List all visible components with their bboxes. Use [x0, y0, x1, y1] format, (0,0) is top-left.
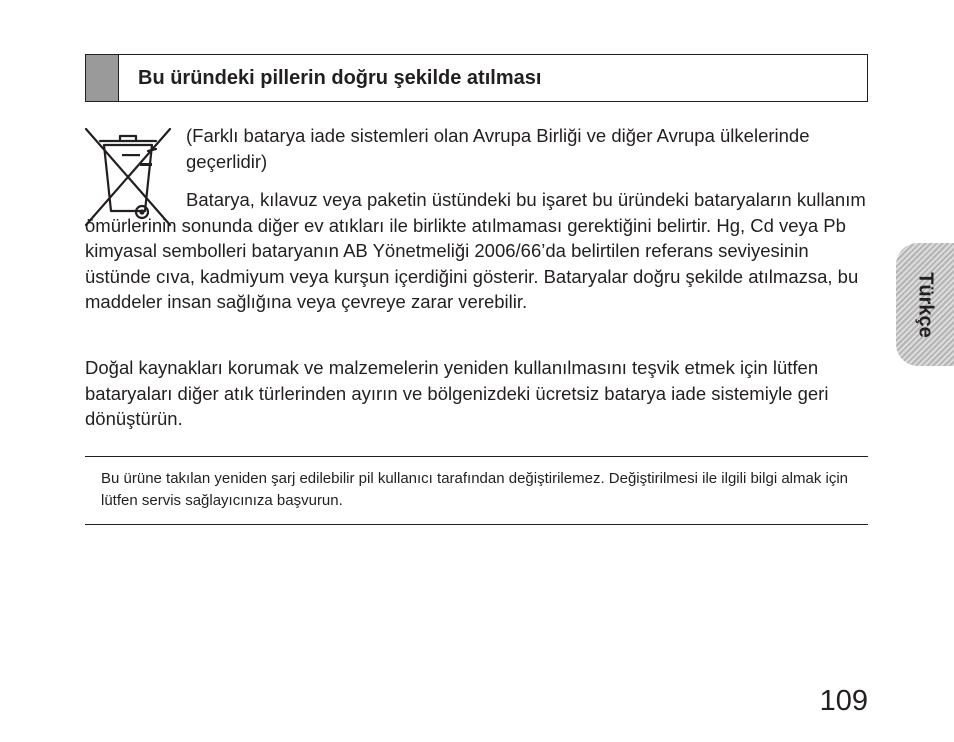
section-title: Bu üründeki pillerin doğru şekilde atılması: [138, 67, 542, 89]
body-paragraph-1: Batarya, kılavuz veya paketin üstündeki bu işaret bu üründeki bataryaların kullanım ömürlerinin sonunda diğer ev atıkları ile birlikte atılmaması gerektiğini belirtir. Hg, Cd veya Pb kimyasal sembolleri bataryanın AB Yönetmeliği 2006/66’da belirtilen referans seviyesinin üstünde cıva, kadmiyum veya kurşun içerdiğini gösterir. Bataryalar doğru şekilde atılmazsa, bu maddeler insan sağlığına veya çevreye zarar verebilir.: [85, 189, 866, 312]
section-header: [85, 54, 868, 102]
body-paragraph-2: Doğal kaynakları korumak ve malzemelerin yeniden kullanılmasını teşvik etmek için lütfen bataryaları diğer atık türlerinden ayırın ve bölgenizdeki ücretsiz batarya iade sistemiyle geri dönüştürün.: [85, 357, 829, 429]
language-tab-label: Türkçe: [914, 271, 937, 338]
intro-text: (Farklı batarya iade sistemleri olan Avrupa Birliği ve diğer Avrupa ülkelerinde geçerlidir): [186, 125, 810, 172]
section-marker: [86, 55, 119, 101]
page-number: 109: [819, 685, 868, 717]
note-box: [85, 456, 868, 525]
note-text: Bu ürüne takılan yeniden şarj edilebilir pil kullanıcı tarafından değiştirilemez. Değiştirilmesi ile ilgili bilgi almak için lütfen servis sağlayıcınıza başvurun.: [101, 470, 849, 509]
language-tab: [896, 243, 954, 366]
